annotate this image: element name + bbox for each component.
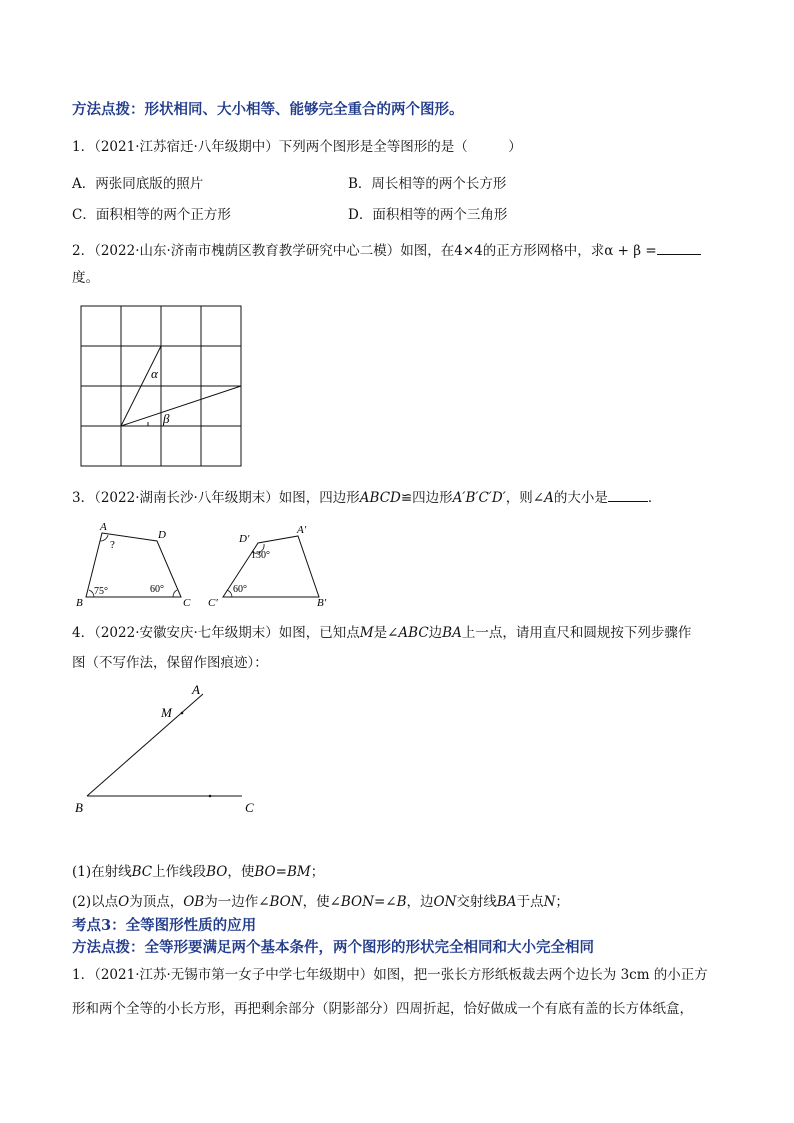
step2-c: 为一边作∠ <box>204 894 270 910</box>
q4-stem-d: 上一点，请用直尺和圆规按下列步骤作 <box>461 625 692 641</box>
vertex-c: C <box>183 597 191 609</box>
vertex-b: B <box>76 597 83 609</box>
q4-stem-c: 边 <box>428 625 443 641</box>
q3-cong: ≌四边形 <box>400 490 453 506</box>
side-ob: OB <box>183 894 205 910</box>
q4-stem-a: 4．（2022·安徽安庆·七年级期末）如图，已知点 <box>72 625 360 641</box>
angle-abc: ABC <box>398 625 429 641</box>
side-ba: BA <box>442 625 462 641</box>
q4-step1 <box>72 863 324 881</box>
step2-d: ，使∠ <box>302 894 341 910</box>
step2-equation: BON=∠B <box>340 894 407 910</box>
step1-end: ； <box>310 864 325 880</box>
method-tip-heading-2: 方法点拨：全等形要满足两个基本条件，两个图形的形状完全相同和大小完全相同 <box>72 939 594 956</box>
quad-abcd: ABCD <box>359 490 401 506</box>
ray-ba: BA <box>496 894 517 910</box>
angle-bon: BON <box>269 894 303 910</box>
q2-stem <box>72 240 701 260</box>
point-m-label: M <box>161 705 172 720</box>
point-b-label: B <box>75 800 83 815</box>
step1-c: ，使 <box>227 864 255 880</box>
segment-to-beta <box>121 386 241 426</box>
q1-option-b: B．周长相等的两个长方形 <box>348 176 507 192</box>
beta-label: β <box>163 411 170 426</box>
vertex-a: A <box>100 521 107 533</box>
q5-line1: 1．（2021·江苏·无锡市第一女子中学七年级期中）如图，把一张长方形纸板裁去两个边长为 3cm 的小正方 <box>72 967 708 983</box>
q3-period: ． <box>647 490 662 506</box>
step1-a: (1)在射线 <box>72 864 132 880</box>
step2-end: ； <box>555 894 569 910</box>
q1-option-d: D．面积相等的两个三角形 <box>348 207 508 223</box>
topic-heading: 考点3：全等图形性质的应用 <box>72 917 257 934</box>
segment-bo: BO <box>206 864 228 880</box>
q2-stem-text: 2．（2022·山东·济南市槐荫区教育教学研究中心二模）如图，在4×4的正方形网格中，求α + β = <box>72 243 657 259</box>
angle-a: A <box>544 490 554 506</box>
q3-stem <box>72 487 661 507</box>
q5-line2: 形和两个全等的小长方形，再把剩余部分（阴影部分）四周折起，恰好做成一个有底有盖的长方体纸盒， <box>72 1001 693 1017</box>
answer-blank <box>608 487 648 502</box>
point-c-label: C <box>245 800 254 815</box>
vertex-d: D <box>158 529 166 541</box>
answer-blank <box>657 240 701 255</box>
q4-stem-b: 是∠ <box>373 625 399 641</box>
step2-b: 为顶点， <box>129 894 184 910</box>
step2-e: ，边 <box>406 894 434 910</box>
q2-stem-continued: 度。 <box>72 270 99 286</box>
unknown-angle-label: ? <box>110 539 115 551</box>
quadrilateral-abcd-figure <box>70 520 200 612</box>
q3-end: 的大小是 <box>553 490 608 506</box>
q1-stem: 1．（2021·江苏宿迁·八年级期中）下列两个图形是全等图形的是（ ） <box>72 139 522 155</box>
grid-figure <box>80 305 244 469</box>
angle-abc-figure <box>70 678 270 818</box>
angle-b-label: 75° <box>94 586 108 597</box>
step2-g: 于点 <box>516 894 544 910</box>
q4-step2 <box>72 893 569 911</box>
angle-c-label: 60° <box>150 584 164 595</box>
q3-stem-part: 3．（2022·湖南长沙·八年级期末）如图，四边形 <box>72 490 360 506</box>
vertex-d-prime: D′ <box>239 533 250 545</box>
quadrilateral-abcd-prime-figure <box>205 520 340 612</box>
side-on: ON <box>433 894 457 910</box>
ray-bc: BC <box>131 864 153 880</box>
alpha-label: α <box>151 366 158 381</box>
step2-f: 交射线 <box>456 894 497 910</box>
point-m: M <box>359 625 374 641</box>
step1-b: 上作线段 <box>152 864 207 880</box>
q3-mid: ，则∠ <box>505 490 545 506</box>
vertex-a-prime: A′ <box>297 524 307 536</box>
point-o: O <box>118 894 130 910</box>
point-n: N <box>543 894 556 910</box>
angle-c-prime-label: 60° <box>233 584 247 595</box>
q4-stem <box>72 624 691 642</box>
step2-a: (2)以点 <box>72 894 119 910</box>
method-tip-heading: 方法点拨：形状相同、大小相等、能够完全重合的两个图形。 <box>72 101 464 118</box>
point-a-label: A <box>192 682 200 697</box>
q1-option-a: A．两张同底版的照片 <box>72 176 204 192</box>
vertex-c-prime: C′ <box>208 597 218 609</box>
angle-d-prime-label: 130° <box>251 550 270 561</box>
quad-abcd-prime: A′B′C′D′ <box>452 490 506 506</box>
vertex-b-prime: B′ <box>317 597 327 609</box>
step1-equation: BO=BM <box>254 864 311 880</box>
q1-option-c: C．面积相等的两个正方形 <box>72 207 231 223</box>
q4-stem-continued: 图（不写作法，保留作图痕迹）： <box>72 655 268 671</box>
